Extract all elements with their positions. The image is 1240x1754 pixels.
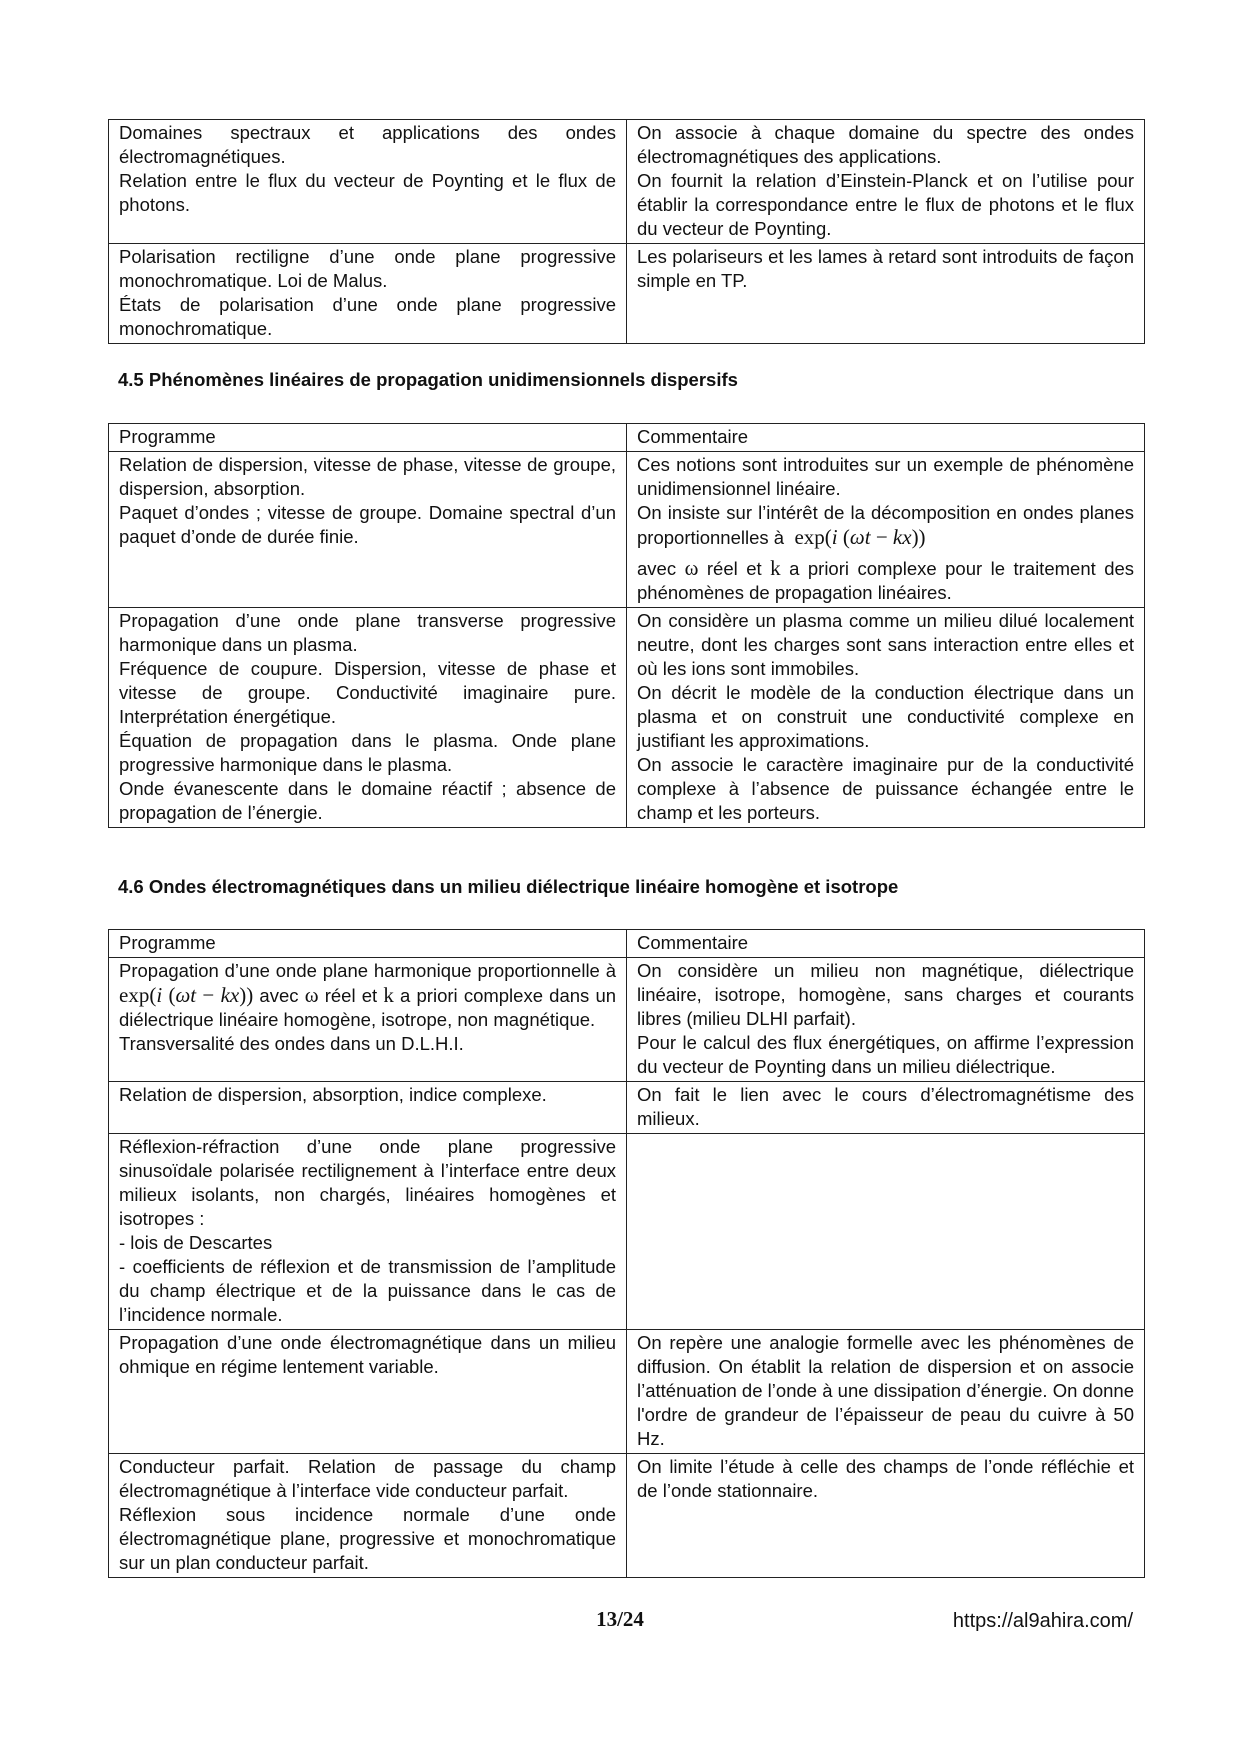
cell-text: Relation de dispersion, vitesse de phase, vitesse de groupe, dispersion, absorption. — [119, 454, 616, 499]
cell-text: Réflexion-réfraction d’une onde plane progressive sinusoïdale polarisée rectilignement à l’interface entre deux milieux isolants, non chargés, linéaires homogènes et isotropes : — [119, 1136, 616, 1229]
text-span: Propagation d’une onde plane harmonique proportionnelle à — [119, 960, 616, 981]
math-part: ωt — [175, 983, 197, 1007]
table-header-row — [109, 424, 1145, 452]
programme-cell — [109, 244, 627, 344]
cell-text: On associe le caractère imaginaire pur de la conductivité complexe à l’absence de puissance échangée entre le champ et les porteurs. — [637, 754, 1134, 823]
math-part: i — [156, 983, 163, 1007]
math-part: )) — [239, 983, 254, 1007]
cell-text: On repère une analogie formelle avec les phénomènes de diffusion. On établit la relation de dispersion et on associe l’atténuation de l’onde à une dissipation d’énergie. On donne l'ordre de grandeur de l’épaisseur de peau du cuivre à 50 Hz. — [637, 1332, 1134, 1449]
table-row — [109, 1082, 1145, 1134]
column-header-commentaire: Commentaire — [627, 424, 1145, 452]
math-part: ωt — [849, 525, 871, 549]
commentaire-cell — [627, 1454, 1145, 1578]
math-part: i — [831, 525, 838, 549]
cell-text: On limite l’étude à celle des champs de l’onde réfléchie et de l’onde stationnaire. — [637, 1456, 1134, 1501]
cell-text: On fait le lien avec le cours d’électromagnétisme des milieux. — [637, 1084, 1134, 1129]
math-part: kx — [892, 525, 912, 549]
programme-cell — [109, 1454, 627, 1578]
programme-cell — [109, 120, 627, 244]
cell-text: On fournit la relation d’Einstein-Planck et on l’utilise pour établir la correspondance entre le flux de photons et le flux du vecteur de Poynting. — [637, 170, 1134, 239]
table-row — [109, 120, 1145, 244]
commentaire-cell — [627, 1082, 1145, 1134]
cell-text: On associe à chaque domaine du spectre des ondes électromagnétiques des applications. — [637, 122, 1134, 167]
commentaire-cell — [627, 452, 1145, 608]
cell-text: Propagation d’une onde électromagnétique dans un milieu ohmique en régime lentement variable. — [119, 1332, 616, 1377]
cell-text: Paquet d’ondes ; vitesse de groupe. Domaine spectral d’un paquet d’onde de durée finie. — [119, 502, 616, 547]
table-continuation — [108, 119, 1145, 344]
math-part: exp( — [794, 525, 832, 549]
math-part: exp( — [119, 983, 157, 1007]
cell-text: Équation de propagation dans le plasma. Onde plane progressive harmonique dans le plasma. — [119, 730, 616, 775]
cell-text: Onde évanescente dans le domaine réactif ; absence de propagation de l’énergie. — [119, 778, 616, 823]
cell-text: États de polarisation d’une onde plane progressive monochromatique. — [119, 294, 616, 339]
table-header-row — [109, 930, 1145, 958]
commentaire-cell — [627, 608, 1145, 828]
table-4-6 — [108, 929, 1145, 1578]
column-header-programme: Programme — [109, 930, 627, 958]
commentaire-cell-empty — [627, 1134, 1145, 1330]
cell-text: Réflexion sous incidence normale d’une onde électromagnétique plane, progressive et monochromatique sur un plan conducteur parfait. — [119, 1504, 616, 1573]
column-header-commentaire: Commentaire — [627, 930, 1145, 958]
cell-text: On considère un plasma comme un milieu dilué localement neutre, dont les charges sont sans interaction entre elles et où les ions sont immobiles. — [637, 610, 1134, 679]
omega-symbol: ω — [684, 556, 699, 580]
cell-text: Les polariseurs et les lames à retard sont introduits de façon simple en TP. — [637, 246, 1134, 291]
math-part: − — [870, 525, 893, 549]
page-number: 13/24 — [596, 1607, 644, 1631]
cell-text: Relation entre le flux du vecteur de Poynting et le flux de photons. — [119, 170, 616, 215]
math-part: )) — [911, 525, 926, 549]
cell-text: Domaines spectraux et applications des ondes électromagnétiques. — [119, 122, 616, 167]
cell-text — [637, 556, 1134, 605]
cell-text: Pour le calcul des flux énergétiques, on affirme l’expression du vecteur de Poynting dans un milieu diélectrique. — [637, 1032, 1134, 1077]
math-part: − — [196, 983, 221, 1007]
column-header-programme: Programme — [109, 424, 627, 452]
programme-cell — [109, 1330, 627, 1454]
table-row — [109, 452, 1145, 608]
cell-text: - lois de Descartes — [119, 1232, 273, 1253]
cell-text: - coefficients de réflexion et de transmission de l’amplitude du champ électrique et de la puissance dans le cas de l’incidence normale. — [119, 1256, 616, 1325]
text-span: réel et — [324, 985, 378, 1006]
cell-text: On décrit le modèle de la conduction électrique dans un plasma et on construit une conductivité complexe en justifiant les approximations. — [637, 682, 1134, 751]
programme-cell — [109, 958, 627, 1082]
commentaire-cell — [627, 244, 1145, 344]
text-span: On insiste sur l’intérêt de la décomposition en ondes planes proportionnelles à — [637, 502, 1134, 548]
math-part: ( — [162, 983, 176, 1007]
table-row — [109, 608, 1145, 828]
cell-text: Conducteur parfait. Relation de passage du champ électromagnétique à l’interface vide conducteur parfait. — [119, 1456, 616, 1501]
math-part: kx — [220, 983, 240, 1007]
math-expression — [789, 525, 925, 549]
cell-text — [119, 959, 616, 1032]
table-row — [109, 244, 1145, 344]
table-row — [109, 1454, 1145, 1578]
text-span: avec — [637, 558, 677, 579]
commentaire-cell — [627, 120, 1145, 244]
math-part: ( — [837, 525, 850, 549]
text-span: réel et — [706, 558, 762, 579]
cell-text: On considère un milieu non magnétique, diélectrique linéaire, isotrope, homogène, sans charges et courants libres (milieu DLHI parfait). — [637, 960, 1134, 1029]
cell-text: Propagation d’une onde plane transverse progressive harmonique dans un plasma. — [119, 610, 616, 655]
cell-text: Polarisation rectiligne d’une onde plane progressive monochromatique. Loi de Malus. — [119, 246, 616, 291]
commentaire-cell — [627, 1330, 1145, 1454]
cell-text: Relation de dispersion, absorption, indice complexe. — [119, 1084, 547, 1105]
section-title-4-6: 4.6 Ondes électromagnétiques dans un milieu diélectrique linéaire homogène et isotrope — [118, 876, 899, 897]
programme-cell — [109, 1082, 627, 1134]
programme-cell — [109, 608, 627, 828]
math-expression — [119, 983, 253, 1007]
cell-text: Transversalité des ondes dans un D.L.H.I. — [119, 1033, 464, 1054]
cell-text — [637, 501, 1134, 550]
k-symbol: k — [383, 983, 394, 1007]
k-symbol: k — [770, 556, 781, 580]
commentaire-cell — [627, 958, 1145, 1082]
omega-symbol: ω — [304, 983, 319, 1007]
table-row — [109, 958, 1145, 1082]
programme-cell — [109, 1134, 627, 1330]
text-span: a priori complexe pour le traitement des phénomènes de propagation linéaires. — [637, 558, 1135, 603]
cell-text: Ces notions sont introduites sur un exemple de phénomène unidimensionnel linéaire. — [637, 454, 1134, 499]
text-span: a priori complexe dans un diélectrique linéaire homogène, isotrope, non magnétique. — [119, 985, 617, 1030]
text-span: avec — [259, 985, 299, 1006]
cell-text: Fréquence de coupure. Dispersion, vitesse de phase et vitesse de groupe. Conductivité imaginaire pure. Interprétation énergétique. — [119, 658, 616, 727]
section-title-4-5: 4.5 Phénomènes linéaires de propagation unidimensionnels dispersifs — [118, 369, 738, 390]
table-row — [109, 1134, 1145, 1330]
programme-cell — [109, 452, 627, 608]
table-4-5 — [108, 423, 1145, 828]
table-row — [109, 1330, 1145, 1454]
footer-url[interactable]: https://al9ahira.com/ — [952, 1610, 1133, 1632]
